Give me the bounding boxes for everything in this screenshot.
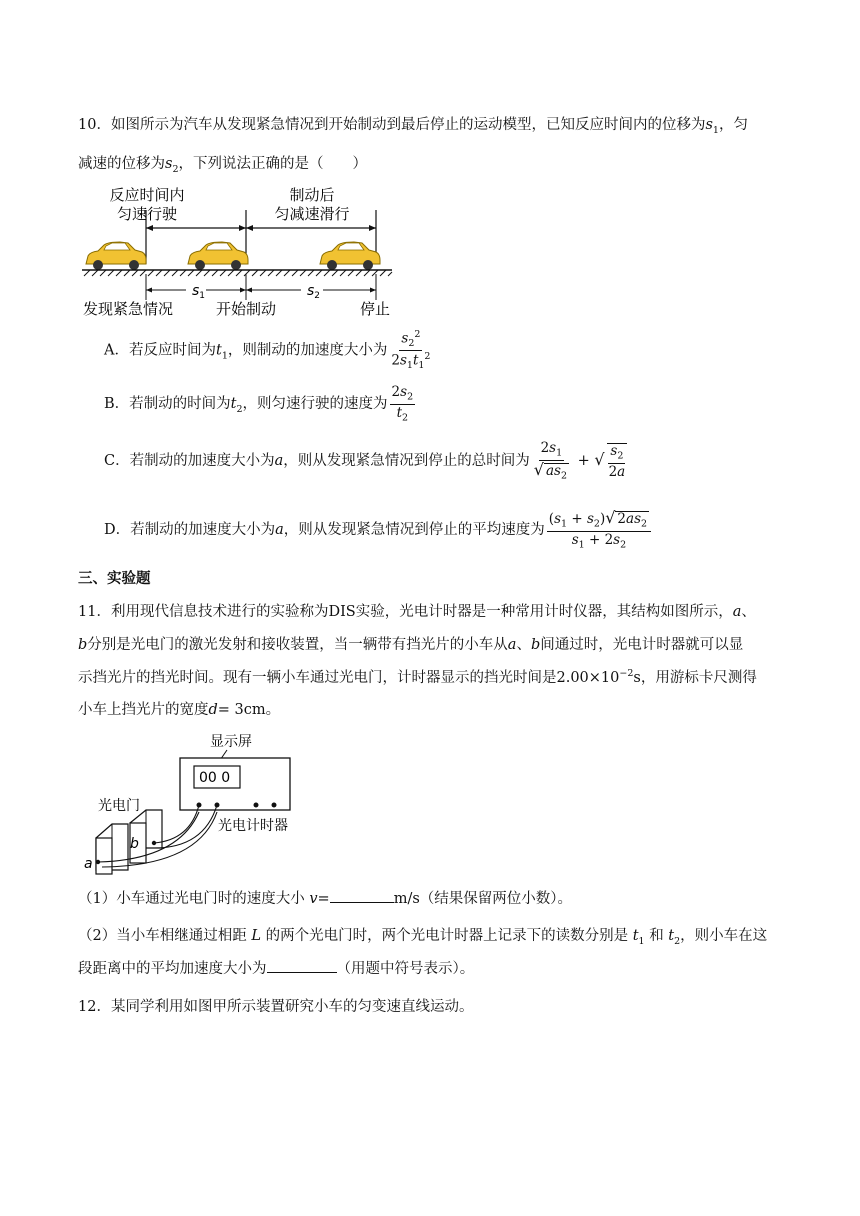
braking-diagram <box>80 180 400 320</box>
label-stop: 停止 <box>360 300 391 318</box>
q11-line1: 11．利用现代信息技术进行的实验称为DIS实验，光电计时器是一种常用计时仪器，其结构如图所示，a、 <box>78 604 756 620</box>
q11-line4: 小车上挡光片的宽度d= 3cm。 <box>78 702 281 718</box>
svg-text:a: a <box>84 856 93 872</box>
label-brake-1: 制动后 <box>289 186 335 204</box>
label-reaction-1: 反应时间内 <box>109 186 185 204</box>
q11-part2-cont: 段距离中的平均加速度大小为 （用题中符号表示）。 <box>78 957 474 978</box>
option-d: D．若制动的加速度大小为a，则从发现紧急情况到停止的平均速度为 $\frac{(s_1 + s_2)√ 2as_2}{s_1 + 2s_2}$ <box>104 510 653 550</box>
label-s1: $s_1$ <box>192 283 206 301</box>
label-found: 发现紧急情况 <box>83 300 174 318</box>
label-brake-2: 匀减速滑行 <box>274 205 350 223</box>
label-reaction-2: 匀速行驶 <box>116 205 178 223</box>
option-c: C．若制动的加速度大小为a，则从发现紧急情况到停止的总时间为 $\frac{2s_1}{√ as_2}$ + √ $\frac{s_2}{2a}$ <box>104 440 626 482</box>
label-start: 开始制动 <box>216 300 277 318</box>
gate-label: 光电门 <box>98 798 140 814</box>
option-b: B．若制动的时间为$t_2$，则匀速行驶的速度为 $\frac{2s_2}{t_2}$ <box>104 384 414 424</box>
timer-label: 光电计时器 <box>218 818 288 834</box>
car-icon <box>188 242 248 270</box>
q12-line1: 12．某同学利用如图甲所示装置研究小车的匀变速直线运动。 <box>78 999 474 1015</box>
label-s2: $s_2$ <box>307 283 321 301</box>
q10-line2: 减速的位移为$s_2$，下列说法正确的是（ ） <box>78 156 367 175</box>
section-title: 三、实验题 <box>78 571 151 587</box>
q11-line2: b分别是光电门的激光发射和接收装置，当一辆带有挡光片的小车从a、b间通过时，光电计时器就可以显 <box>78 637 744 653</box>
photogate-diagram <box>78 730 328 875</box>
svg-text:b: b <box>130 836 139 852</box>
q11-part2: （2）当小车相继通过相距 L 的两个光电门时，两个光电计时器上记录下的读数分别是 $t_1$ 和 $t_2$，则小车在这 <box>78 928 768 947</box>
car-icon <box>320 242 380 270</box>
answer-blank-1[interactable] <box>330 888 394 903</box>
car-icon <box>86 242 146 270</box>
display-reading: 00 0 <box>199 770 231 786</box>
q11-part1: （1）小车通过光电门时的速度大小 v= m/s（结果保留两位小数）。 <box>78 887 572 908</box>
q10-line1: 10．如图所示为汽车从发现紧急情况到开始制动到最后停止的运动模型，已知反应时间内的位移为$s_1$，匀 <box>78 117 748 136</box>
screen-label: 显示屏 <box>210 734 252 750</box>
q11-line3: 示挡光片的挡光时间。现有一辆小车通过光电门，计时器显示的挡光时间是$2.00\times 10^{-2}s$，用游标卡尺测得 <box>78 668 757 686</box>
option-a: A．若反应时间为$t_1$，则制动的加速度大小为 $\frac{s_2^2}{2s_1t_1^2}$ <box>104 329 431 372</box>
answer-blank-2[interactable] <box>267 958 337 973</box>
